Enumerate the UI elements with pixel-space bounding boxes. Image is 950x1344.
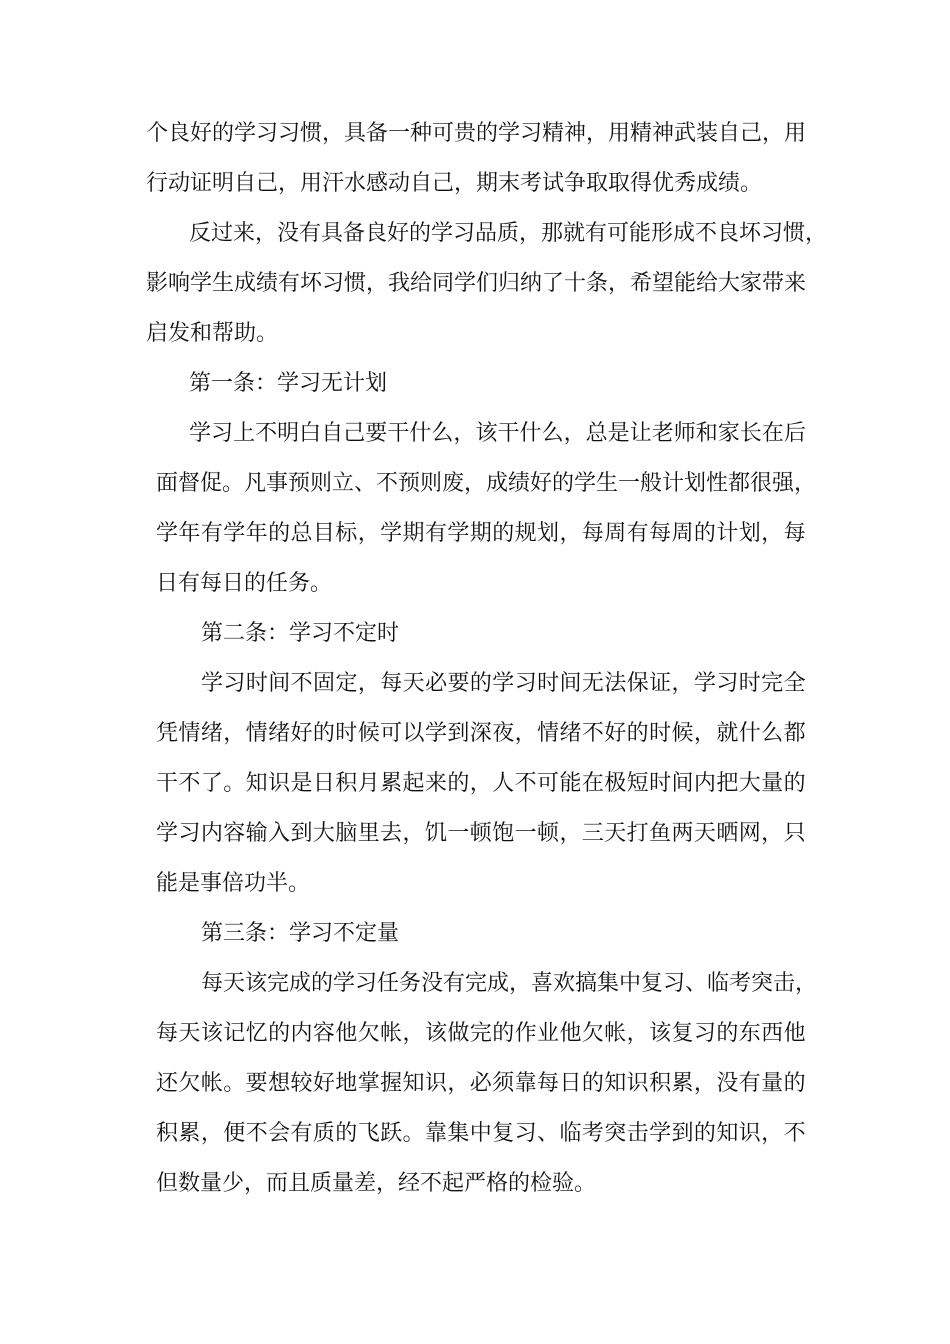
text-line: 个良好的学习习惯，具备一种可贵的学习精神，用精神武装自己，用 <box>146 121 807 146</box>
section-heading: 第二条：学习不定时 <box>201 621 400 646</box>
text-line: 每天该完成的学习任务没有完成，喜欢搞集中复习、临考突击， <box>201 971 818 996</box>
text-line: 反过来，没有具备良好的学习品质，那就有可能形成不良坏习惯， <box>189 221 828 246</box>
text-line: 启发和帮助。 <box>146 321 279 346</box>
text-line: 面督促。凡事预则立、不预则废，成绩好的学生一般计划性都很强， <box>156 471 817 496</box>
text-line: 还欠帐。要想较好地掌握知识，必须靠每日的知识积累，没有量的 <box>156 1071 806 1096</box>
text-line: 行动证明自己，用汗水感动自己，期末考试争取取得优秀成绩。 <box>146 171 763 196</box>
text-line: 凭情绪，情绪好的时候可以学到深夜，情绪不好的时候，就什么都 <box>156 721 806 746</box>
text-line: 能是事倍功半。 <box>156 871 311 896</box>
text-line: 但数量少，而且质量差，经不起严格的检验。 <box>156 1171 597 1196</box>
text-line: 日有每日的任务。 <box>156 571 333 596</box>
text-line: 学习上不明白自己要干什么，该干什么，总是让老师和家长在后 <box>189 421 806 446</box>
text-line: 影响学生成绩有坏习惯，我给同学们归纳了十条，希望能给大家带来 <box>146 271 807 296</box>
text-line: 学年有学年的总目标，学期有学期的规划，每周有每周的计划，每 <box>156 521 806 546</box>
text-line: 学习时间不固定，每天必要的学习时间无法保证，学习时完全 <box>201 671 806 696</box>
text-line: 积累，便不会有质的飞跃。靠集中复习、临考突击学到的知识，不 <box>156 1121 806 1146</box>
text-line: 干不了。知识是日积月累起来的，人不可能在极短时间内把大量的 <box>156 771 806 796</box>
text-line: 每天该记忆的内容他欠帐，该做完的作业他欠帐，该复习的东西他 <box>156 1021 806 1046</box>
section-heading: 第一条：学习无计划 <box>189 371 388 396</box>
section-heading: 第三条：学习不定量 <box>201 921 400 946</box>
text-line: 学习内容输入到大脑里去，饥一顿饱一顿，三天打鱼两天晒网，只 <box>156 821 806 846</box>
